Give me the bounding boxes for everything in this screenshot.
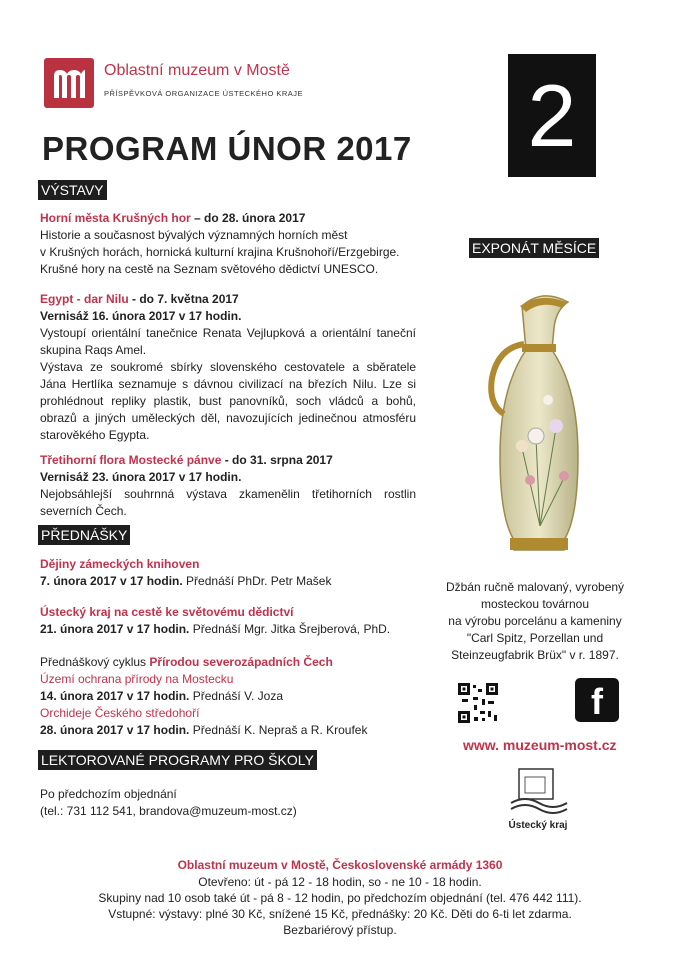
program-title: PROGRAM ÚNOR 2017 [42, 130, 412, 167]
lecture-speaker: Přednáší K. Nepraš a R. Kroufek [189, 723, 368, 737]
cycle-name: Přírodou severozápadních Čech [149, 655, 333, 669]
lecture-item [40, 556, 450, 590]
lecture-title: Dějiny zámeckých knihoven [40, 557, 200, 571]
exponat-line: mosteckou továrnou [480, 597, 590, 611]
lecture-cycle [40, 654, 450, 739]
lecture-title: Území ochrana přírody na Mostecku [40, 672, 234, 686]
schools-info [40, 786, 450, 820]
lecture-date: 7. února 2017 v 17 hodin. [40, 574, 183, 588]
exhibition-item [40, 210, 450, 278]
museum-subtitle: PŘÍSPĚVKOVÁ ORGANIZACE ÚSTECKÉHO KRAJE [104, 89, 304, 98]
schools-contact: (tel.: 731 112 541, brandova@muzeum-most.cz) [40, 804, 297, 818]
vase-image [470, 288, 590, 556]
lecture-title: Ústecký kraj na cestě ke světovému dědictví [40, 605, 294, 619]
exhibition-title: Třetihorní flora Mostecké pánve [40, 453, 222, 467]
exponat-description [430, 579, 640, 664]
section-heading-exponat: EXPONÁT MĚSÍCE [469, 238, 599, 258]
museum-name: Oblastní muzeum v Mostě [104, 62, 290, 79]
footer-line: Bezbariérový přístup. [283, 923, 397, 937]
exhibition-title: Egypt - dar Nilu [40, 292, 129, 306]
exhibition-title: Horní města Krušných hor [40, 211, 191, 225]
lecture-speaker: Přednáší V. Joza [189, 689, 284, 703]
exhibition-date: - do 7. května 2017 [128, 292, 239, 306]
cycle-label: Přednáškový cyklus [40, 655, 150, 669]
lecture-date: 28. února 2017 v 17 hodin. [40, 723, 190, 737]
website-link[interactable]: www. muzeum-most.cz [463, 737, 617, 753]
museum-logo [44, 58, 94, 108]
vernisaz: Vernisáž 23. února 2017 v 17 hodin. [40, 470, 242, 484]
exhibition-text-line: v Krušných horách, hornická kulturní krajina Krušnohoří/Erzgebirge. [40, 245, 400, 259]
vernisaz: Vernisáž 16. února 2017 v 17 hodin. [40, 309, 242, 323]
exponat-line: "Carl Spitz, Porzellan und [466, 631, 604, 645]
exhibition-item [40, 452, 416, 520]
lecture-title: Orchideje Českého středohoří [40, 706, 200, 720]
exhibition-text: Výstava ze soukromé sbírky slovenského cestovatele a sběratele Jána Hertlíka seznamuje s dávnou civilizací na březích Nilu. Lze si prohlédnout repliky plastik, bust panovníků, soch vládců a bohů, obrazů a jiných uměleckých děl, navozujících jedinečnou atmosféru starověkého Egypta. [40, 360, 416, 442]
section-heading-vystavy: VÝSTAVY [38, 180, 107, 200]
schools-line: Po předchozím objednání [40, 787, 177, 801]
exhibition-item [40, 291, 416, 444]
region-logo-icon [505, 763, 571, 815]
exhibition-date: - do 31. srpna 2017 [221, 453, 333, 467]
footer-address: Oblastní muzeum v Mostě, Československé armády 1360 [177, 858, 503, 872]
lecture-speaker: Přednáší Mgr. Jitka Šrejberová, PhD. [189, 622, 391, 636]
lecture-speaker: Přednáší PhDr. Petr Mašek [182, 574, 332, 588]
lecture-date: 21. února 2017 v 17 hodin. [40, 622, 190, 636]
section-heading-prednasky: PŘEDNÁŠKY [38, 525, 130, 545]
exponat-line: Džbán ručně malovaný, vyrobený [445, 580, 625, 594]
footer-line: Otevřeno: út - pá 12 - 18 hodin, so - ne 10 - 18 hodin. [198, 875, 482, 889]
lecture-date: 14. února 2017 v 17 hodin. [40, 689, 190, 703]
lecture-item [40, 604, 450, 638]
exponat-line: na výrobu porcelánu a kameniny [448, 614, 622, 628]
region-logo-text: Ústecký kraj [508, 820, 568, 831]
museum-logo-icon [44, 58, 94, 108]
footer-line: Vstupné: výstavy: plné 30 Kč, snížené 15 Kč, přednášky: 20 Kč. Děti do 6-ti let zdarma. [108, 907, 572, 921]
facebook-icon[interactable]: f [575, 678, 619, 722]
exhibition-text-line: Historie a současnost bývalých významných horních měst [40, 228, 348, 242]
issue-number: 2 [508, 54, 596, 177]
exhibition-text: Nejobsáhlejší souhrnná výstava zkamenělin třetihorních rostlin severních Čech. [40, 487, 416, 518]
exponat-line: Steinzeugfabrik Brüx" v r. 1897. [451, 648, 619, 662]
footer-line: Skupiny nad 10 osob také út - pá 8 - 12 hodin, po předchozím objednání (tel. 476 442 111). [98, 891, 582, 905]
section-heading-skoly: LEKTOROVANÉ PROGRAMY PRO ŠKOLY [38, 750, 317, 770]
qr-code-icon[interactable] [458, 683, 498, 723]
exhibition-date: – do 28. února 2017 [190, 211, 306, 225]
exhibition-text-line: Krušné hory na cestě na Seznam světového dědictví UNESCO. [40, 262, 379, 276]
exhibition-text: Vystoupí orientální tanečnice Renata Vejlupková a orientální taneční skupina Raqs Amel. [40, 326, 416, 357]
